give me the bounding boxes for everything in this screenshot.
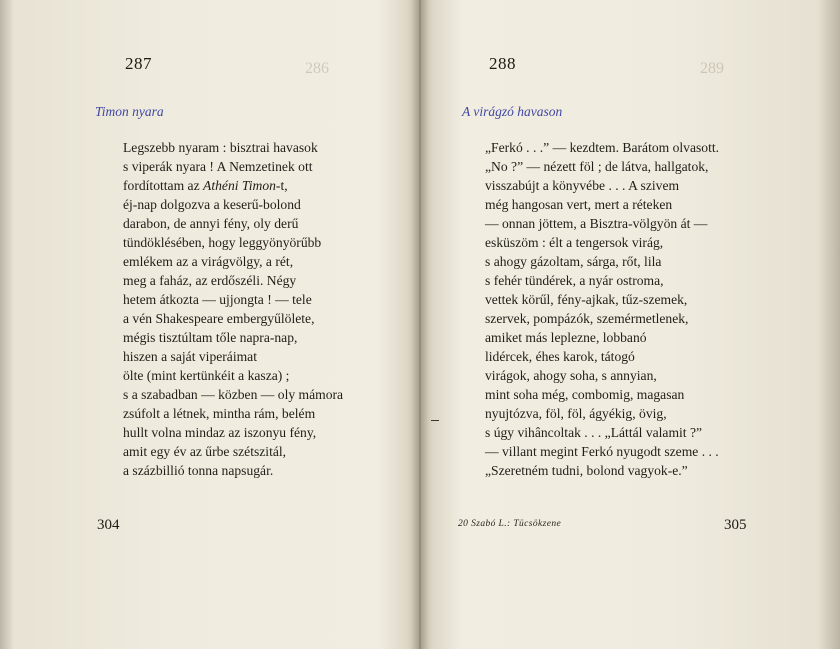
poem-line [123, 157, 343, 176]
line-text: éj-nap dolgozva a keserű-bolond [123, 197, 301, 212]
line-text: vettek körűl, fény-ajkak, tűz-szemek, [485, 292, 688, 307]
italic-title-text: Athéni Timon [203, 178, 276, 193]
line-text: lidércek, éhes karok, tátogó [485, 349, 635, 364]
line-text: ölte (mint kertünkéit a kasza) ; [123, 368, 290, 383]
poem-line [123, 233, 343, 252]
poem-line [123, 366, 343, 385]
poem-line [485, 233, 719, 252]
poem-line [485, 195, 719, 214]
line-text: s úgy vihâncoltak . . . „Láttál valamit ?” [485, 425, 703, 440]
line-text: még hangosan vert, mert a réteken [485, 197, 673, 212]
page-number-bottom: 305 [724, 517, 747, 533]
line-text: mégis tisztúltam tőle napra-nap, [123, 330, 298, 345]
line-text: s ahogy gázoltam, sárga, rőt, lila [485, 254, 662, 269]
poem-line [485, 423, 719, 442]
line-text: nyujtózva, föl, föl, ágyékig, övig, [485, 406, 667, 421]
poem-line [123, 195, 343, 214]
poem-line [123, 404, 343, 423]
poem-line [123, 385, 343, 404]
line-text: s a szabadban — közben — oly mámora [123, 387, 344, 402]
line-text: hullt volna mindaz az iszonyu fény, [123, 425, 317, 440]
poem-line [123, 328, 343, 347]
poem-line [123, 423, 343, 442]
line-text: amiket más leplezne, lobbanó [485, 330, 647, 345]
line-text: „Szeretném tudni, bolond vagyok-e.” [485, 463, 688, 478]
poem-text [123, 138, 343, 480]
poem-line [123, 309, 343, 328]
page-number-top: 287 [125, 54, 152, 73]
line-text: „No ?” — nézett föl ; de látva, hallgatok, [485, 159, 709, 174]
ghost-page-number: 286 [305, 60, 329, 77]
poem-line [123, 271, 343, 290]
page-number-bottom: 304 [97, 517, 120, 533]
poem-text [485, 138, 719, 480]
line-text: „Ferkó . . .” — kezdtem. Barátom olvasott. [485, 140, 720, 155]
margin-mark [431, 420, 439, 421]
poem-line [485, 271, 719, 290]
right-page [420, 0, 840, 649]
ghost-page-number: 289 [700, 60, 724, 77]
poem-line [123, 214, 343, 233]
line-text: esküszöm : élt a tengersok virág, [485, 235, 664, 250]
line-text: — villant megint Ferkó nyugodt szeme . . . [485, 444, 719, 459]
line-text: hetem átkozta — ujjongta ! — tele [123, 292, 312, 307]
poem-line [123, 347, 343, 366]
line-text: a vén Shakespeare embergyűlölete, [123, 311, 315, 326]
poem-line [123, 461, 343, 480]
line-text: darabon, de annyi fény, oly derű [123, 216, 299, 231]
printer-signature: 20 Szabó L.: Tücsökzene [458, 519, 562, 529]
poem-line [485, 328, 719, 347]
poem-line [485, 252, 719, 271]
line-text: s fehér tündérek, a nyár ostroma, [485, 273, 664, 288]
poem-line [485, 138, 719, 157]
poem-line [485, 214, 719, 233]
line-text: emlékem az a virágvölgy, a rét, [123, 254, 294, 269]
line-text: mint soha még, combomig, magasan [485, 387, 685, 402]
poem-line [485, 461, 719, 480]
line-text: hiszen a saját viperáimat [123, 349, 257, 364]
line-text: Legszebb nyaram : bisztrai havasok [123, 140, 318, 155]
line-text: tündöklésében, hogy leggyönyörűbb [123, 235, 322, 250]
poem-line [485, 442, 719, 461]
line-text: s viperák nyara ! A Nemzetinek ott [123, 159, 313, 174]
poem-line [485, 347, 719, 366]
line-text: -t, [275, 178, 288, 193]
line-text: szervek, pompázók, szemérmetlenek, [485, 311, 689, 326]
line-text: — onnan jöttem, a Bisztra-völgyön át — [485, 216, 708, 231]
poem-line [123, 138, 343, 157]
poem-line [485, 404, 719, 423]
line-text: meg a faház, az erdőszéli. Négy [123, 273, 297, 288]
line-text: amit egy év az űrbe szétszitál, [123, 444, 287, 459]
page-number-top: 288 [489, 54, 516, 73]
poem-line [123, 252, 343, 271]
line-text: virágok, ahogy soha, s annyian, [485, 368, 657, 383]
poem-line [123, 442, 343, 461]
poem-line [485, 290, 719, 309]
poem-line [485, 309, 719, 328]
poem-line [123, 290, 343, 309]
poem-line [485, 157, 719, 176]
poem-line [485, 385, 719, 404]
line-text: a százbillió tonna napsugár. [123, 463, 274, 478]
running-title: Timon nyara [95, 104, 164, 119]
line-text: zsúfolt a létnek, mintha rám, belém [123, 406, 316, 421]
poem-line [485, 366, 719, 385]
poem-line [123, 176, 343, 195]
running-title: A virágzó havason [462, 104, 563, 119]
line-text: visszabújt a könyvébe . . . A szivem [485, 178, 680, 193]
line-text: fordítottam az [123, 178, 204, 193]
poem-line [485, 176, 719, 195]
